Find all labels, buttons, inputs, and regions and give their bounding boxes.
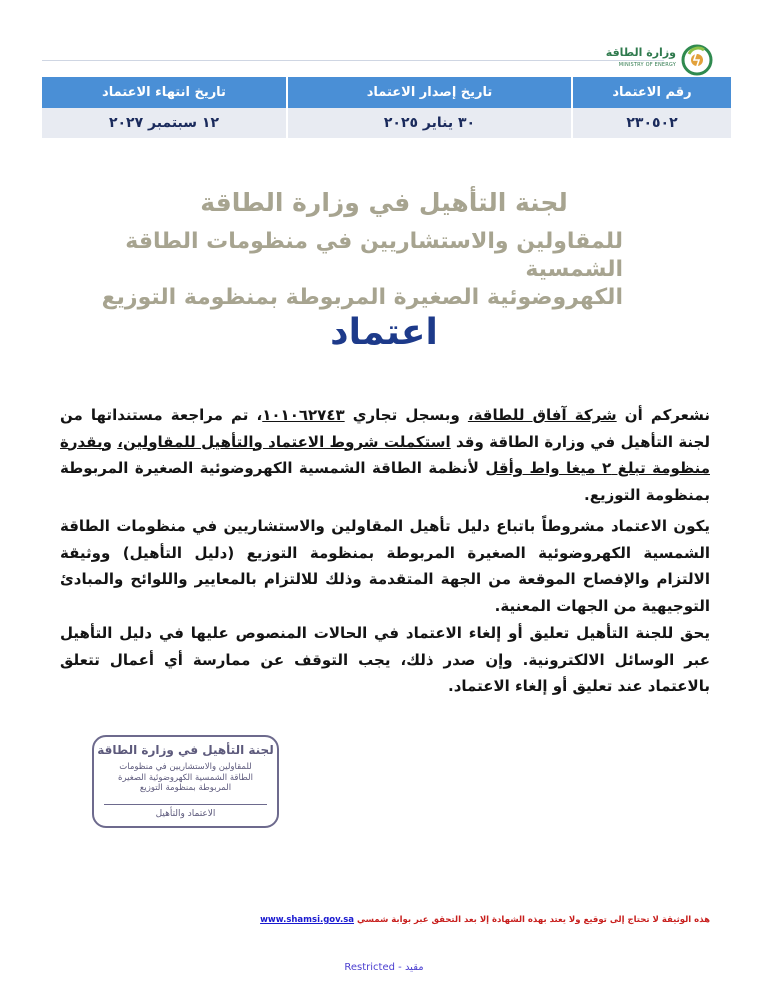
committee-subtitle bbox=[23, 228, 623, 312]
committee-stamp bbox=[92, 735, 279, 828]
table-header-row bbox=[42, 77, 731, 108]
header-divider bbox=[42, 60, 664, 61]
stamp-description bbox=[100, 762, 271, 794]
subtitle-line-2: الكهروضوئية الصغيرة المربوطة بمنظومة التوزيع bbox=[101, 285, 623, 310]
shamsi-portal-link[interactable]: www.shamsi.gov.sa bbox=[260, 915, 355, 925]
subtitle-line-1: للمقاولين والاستشاريين في منظومات الطاقة الشمسية bbox=[125, 229, 623, 282]
paragraph-suspension: يحق للجنة التأهيل تعليق أو إلغاء الاعتماد في الحالات المنصوص عليها في دليل التأهيل عبر الوسائل الالكترونية. وإن صدر ذلك، يجب التوقف عن ممارسة أي أعمال تتعلق بالاعتماد عند تعليق أو إلغاء الاعتماد. bbox=[60, 624, 710, 695]
stamp-line-1: للمقاولين والاستشاريين في منظومات bbox=[119, 762, 252, 772]
paragraph-conditions: يكون الاعتماد مشروطاً باتباع دليل تأهيل المقاولين والاستشاريين في منظومات الطاقة الشمسية الكهروضوئية الصغيرة المربوطة بمنظومة التوزيع (دليل التأهيل) ووثيقة الالتزام والإفصاح الموقعة من الجهة المتقدمة وذلك للالتزام بالمعايير واللوائح والمبادئ التوجيهية من الجهات المعنية. bbox=[60, 517, 710, 615]
header-expiry-date: تاريخ انتهاء الاعتماد bbox=[42, 77, 287, 108]
stamp-divider bbox=[104, 804, 267, 805]
stamp-line-3: المربوطة بمنظومة التوزيع bbox=[139, 783, 232, 793]
stamp-line-2: الطاقة الشمسية الكهروضوئية الصغيرة bbox=[118, 772, 253, 783]
ministry-emblem-icon bbox=[680, 42, 714, 76]
p1-text-e: لأنظمة الطاقة الشمسية الكهروضوئية الصغيرة المربوطة بمنظومة التوزيع. bbox=[60, 459, 710, 504]
commercial-registration-number: ١٠١٠٦٢٧٤٣ bbox=[262, 406, 345, 424]
accreditation-number-value: ٢٣٠٥٠٢ bbox=[572, 108, 731, 138]
accreditation-info-table bbox=[42, 77, 731, 138]
classification-label: Restricted - مقيد bbox=[344, 962, 424, 973]
paragraph-certification bbox=[60, 402, 710, 508]
header-accreditation-number: رقم الاعتماد bbox=[572, 77, 731, 108]
p1-text-c: ، تم مراجعة مستنداتها من لجنة التأهيل في وزارة الطاقة وقد bbox=[60, 406, 710, 451]
stamp-title: لجنة التأهيل في وزارة الطاقة bbox=[97, 743, 274, 757]
verification-notice-text: هذه الوثيقة لا تحتاج إلى توقيع ولا يعتد بهذه الشهادة إلا بعد التحقق عبر بوابة شمسي bbox=[354, 915, 710, 925]
issue-date-value: ٣٠ يناير ٢٠٢٥ bbox=[287, 108, 572, 138]
p1-text-b: وبسجل تجاري bbox=[344, 406, 468, 424]
stamp-department: الاعتماد والتأهيل bbox=[155, 809, 216, 819]
header-issue-date: تاريخ إصدار الاعتماد bbox=[287, 77, 572, 108]
system-capacity: وبقدرة منظومة تبلغ ٢ ميغا واط وأقل bbox=[60, 432, 710, 477]
expiry-date-value: ١٢ سبتمبر ٢٠٢٧ bbox=[42, 108, 287, 138]
committee-title: لجنة التأهيل في وزارة الطاقة bbox=[200, 188, 568, 217]
logo-name-english: MINISTRY OF ENERGY bbox=[618, 62, 676, 68]
verification-notice bbox=[260, 915, 710, 925]
conditions-completed: استكملت شروط الاعتماد والتأهيل للمقاولين، bbox=[117, 432, 451, 451]
p1-text-a: نشعركم أن bbox=[616, 406, 711, 424]
company-name: شركة آفاق للطاقة، bbox=[467, 406, 617, 424]
table-row bbox=[42, 108, 731, 138]
logo-name-arabic: وزارة الطاقة bbox=[605, 46, 676, 59]
document-title: اعتماد bbox=[330, 312, 438, 353]
